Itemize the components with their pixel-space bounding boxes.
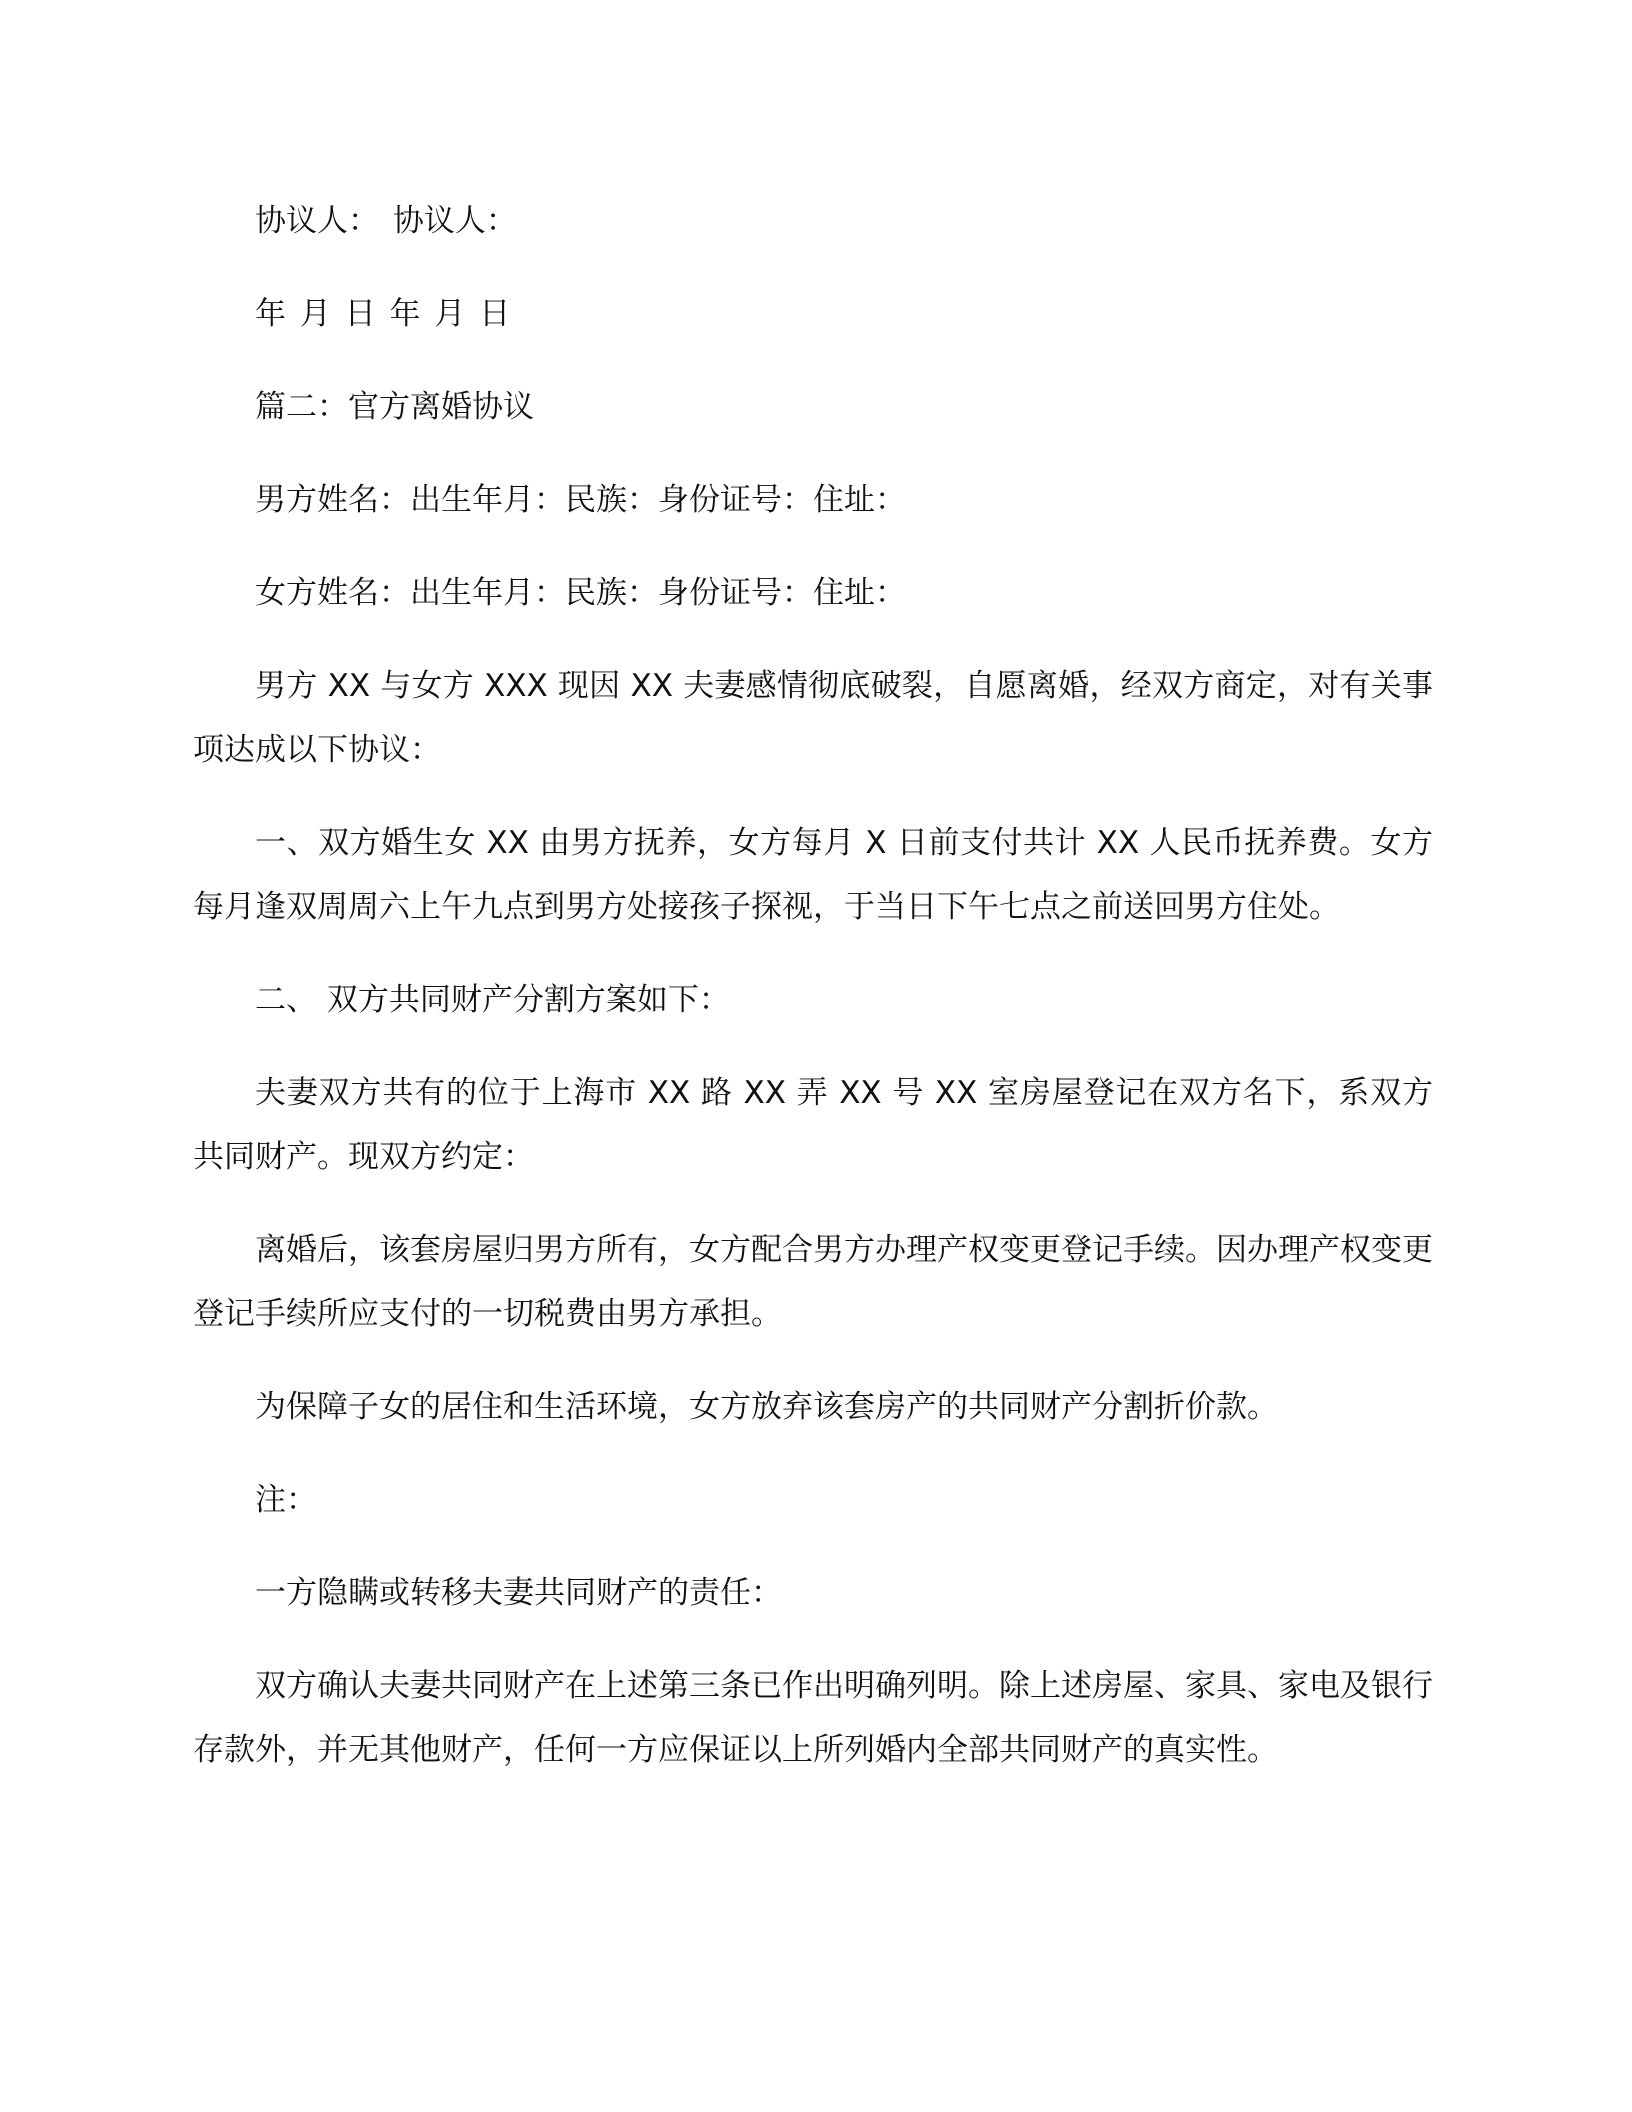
signature-line: 协议人： 协议人： bbox=[255, 203, 517, 239]
children-housing-paragraph: 为保障子女的居住和生活环境，女方放弃该套房产的共同财产分割折价款。 bbox=[255, 1389, 1278, 1425]
note-label: 注： bbox=[255, 1482, 317, 1518]
clause-two-heading: 二、 双方共同财产分割方案如下： bbox=[255, 982, 730, 1018]
concealment-heading: 一方隐瞒或转移夫妻共同财产的责任： bbox=[255, 1575, 782, 1611]
property-paragraph: 夫妻双方共有的位于上海市 XX 路 XX 弄 XX 号 XX 室房屋登记在双方名下，系双方共同财产。现双方约定： bbox=[193, 1075, 1433, 1175]
post-divorce-paragraph: 离婚后，该套房屋归男方所有，女方配合男方办理产权变更登记手续。因办理产权变更登记手续所应支付的一切税费由男方承担。 bbox=[193, 1232, 1433, 1332]
section-heading: 篇二：官方离婚协议 bbox=[255, 389, 534, 425]
confirmation-paragraph: 双方确认夫妻共同财产在上述第三条已作出明确列明。除上述房屋、家具、家电及银行存款外，并无其他财产，任何一方应保证以上所列婚内全部共同财产的真实性。 bbox=[193, 1668, 1433, 1768]
intro-paragraph: 男方 XX 与女方 XXX 现因 XX 夫妻感情彻底破裂，自愿离婚，经双方商定，对有关事项达成以下协议： bbox=[193, 668, 1433, 768]
clause-one-paragraph: 一、双方婚生女 XX 由男方抚养，女方每月 X 日前支付共计 XX 人民币抚养费。女方每月逢双周周六上午九点到男方处接孩子探视，于当日下午七点之前送回男方住处。 bbox=[193, 825, 1433, 925]
date-line: 年 月 日 年 月 日 bbox=[255, 296, 511, 332]
male-info-line: 男方姓名：出生年月：民族：身份证号：住址： bbox=[255, 482, 906, 518]
document-body bbox=[193, 189, 1433, 1811]
female-info-line: 女方姓名：出生年月：民族：身份证号：住址： bbox=[255, 575, 906, 611]
